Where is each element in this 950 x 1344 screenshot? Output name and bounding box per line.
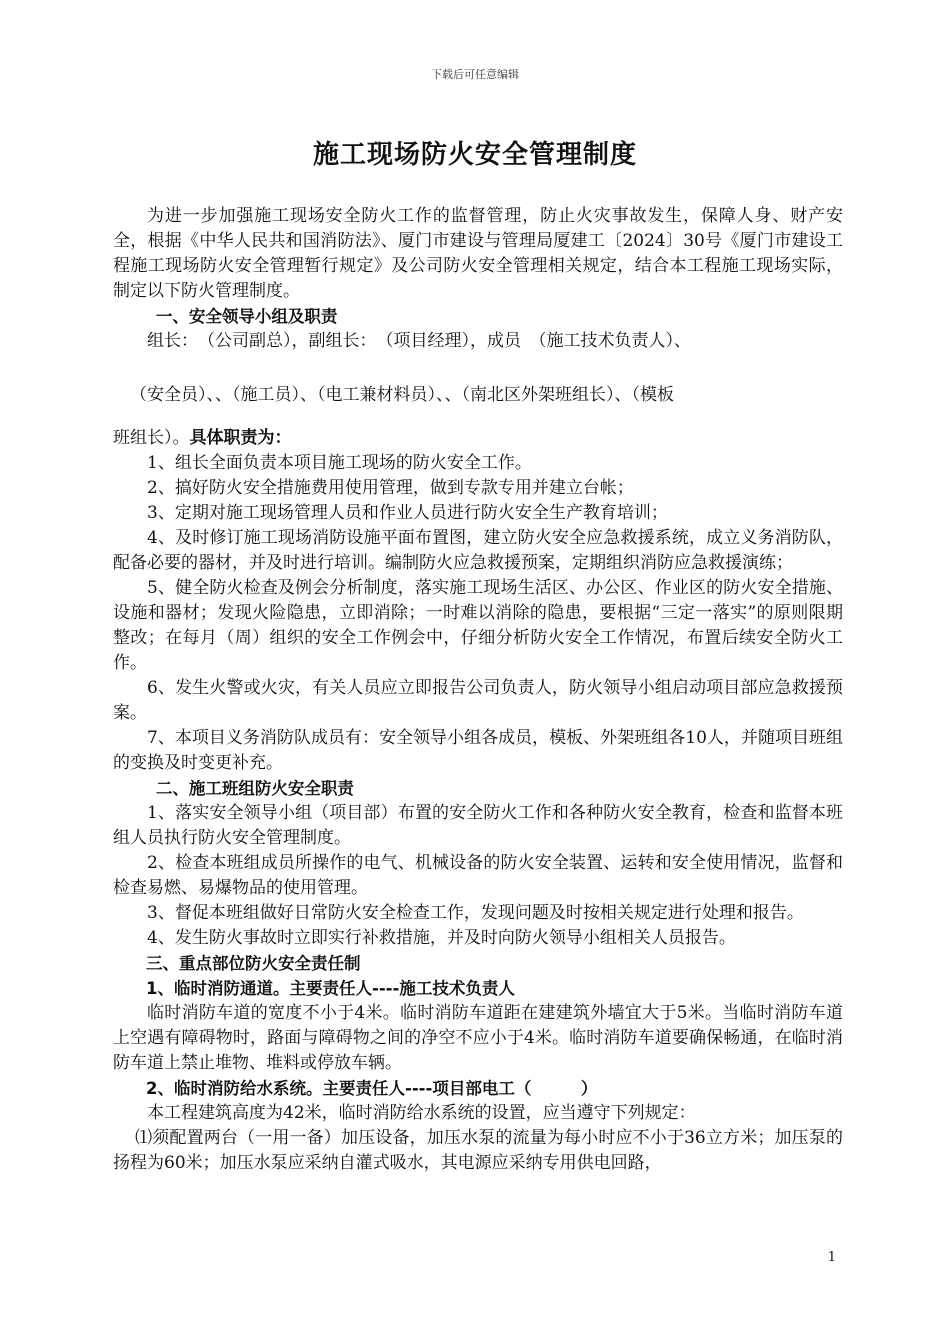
- header-note: 下载后可任意编辑: [431, 68, 519, 81]
- section1-members-line2: （安全员）、、（施工员）、（电工兼材料员）、、（南北区外架班组长）、（模板: [130, 385, 674, 405]
- section3-heading: 三、重点部位防火安全责任制: [146, 954, 361, 973]
- section1-members-line3-text: 班组长）。: [113, 428, 190, 448]
- section1-item-2: 2、搞好防火安全措施费用使用管理，做到专款专用并建立台帐；: [147, 478, 634, 498]
- section2-item-3: 3、督促本班组做好日常防火安全检查工作，发现问题及时按相关规定进行处理和报告。: [147, 903, 804, 923]
- section3-sub2-text2: ⑴须配置两台（一用一备）加压设备，加压水泵的流量为每小时应不小于36立方米；加压泵的扬程为60米；加压水泵应采纳自灌式吸水，其电源应采纳专用供电回路，: [113, 1128, 843, 1173]
- section2-item-2: 2、检查本班组成员所操作的电气、机械设备的防火安全装置、运转和安全使用情况，监督和检查易燃、易爆物品的使用管理。: [113, 853, 843, 898]
- section1-item-1: 1、组长全面负责本项目施工现场的防火安全工作。: [147, 453, 532, 473]
- section1-item-4: 4、及时修订施工现场消防设施平面布置图，建立防火安全应急救援系统，成立义务消防队，配备必要的器材，并及时进行培训。编制防火应急救援预案，定期组织消防应急救援演练；: [113, 528, 843, 573]
- section1-item-7: 7、本项目义务消防队成员有：安全领导小组各成员，模板、外架班组各10人，并随项目班组的变换及时变更补充。: [113, 728, 843, 773]
- section1-item-6: 6、发生火警或火灾，有关人员应立即报告公司负责人，防火领导小组启动项目部应急救援预案。: [113, 678, 843, 723]
- section3-sub2-text1: 本工程建筑高度为42米，临时消防给水系统的设置，应当遵守下列规定：: [147, 1103, 696, 1123]
- section3-sub2-heading: 2、临时消防给水系统。主要责任人----项目部电工（ ）: [146, 1079, 598, 1098]
- document-title: 施工现场防火安全管理制度: [312, 140, 637, 170]
- section1-members-line3: [113, 418, 843, 451]
- section3-sub1-text: 临时消防车道的宽度不小于4米。临时消防车道距在建建筑外墙宜大于5米。当临时消防车道上空遇有障碍物时，路面与障碍物之间的净空不应小于4米。临时消防车道要确保畅通，在临时消防车道上禁止堆物、堆料或停放车辆。: [113, 1003, 843, 1073]
- section1-members-line1: 组长： （公司副总），副组长： （项目经理），成员 （施工技术负责人）、: [147, 331, 691, 351]
- section2-item-4: 4、发生防火事故时立即实行补救措施，并及时向防火领导小组相关人员报告。: [147, 928, 736, 948]
- section1-duties-label: 具体职责为：: [189, 428, 292, 448]
- section1-item-5: 5、健全防火检查及例会分析制度，落实施工现场生活区、办公区、作业区的防火安全措施、设施和器材；发现火险隐患，立即消除；一时难以消除的隐患，要根据“三定一落实”的原则限期整改；在每月（周）组织的安全工作例会中，仔细分析防火安全工作情况，布置后续安全防火工作。: [113, 578, 843, 673]
- page-number: 1: [827, 1250, 836, 1265]
- section2-heading: 二、施工班组防火安全职责: [155, 779, 354, 798]
- section2-item-1: 1、落实安全领导小组（项目部）布置的安全防火工作和各种防火安全教育，检查和监督本班组人员执行防火安全管理制度。: [113, 803, 843, 848]
- section1-heading: 一、安全领导小组及职责: [155, 307, 338, 326]
- intro-paragraph: 为进一步加强施工现场安全防火工作的监督管理，防止火灾事故发生，保障人身、财产安全，根据《中华人民共和国消防法》、厦门市建设与管理局厦建工〔2024〕30号《厦门市建设工程施工现场防火安全管理暂行规定》及公司防火安全管理相关规定，结合本工程施工现场实际，制定以下防火管理制度。: [113, 206, 843, 301]
- document-body: [113, 204, 843, 1176]
- section3-sub1-heading: 1、临时消防通道。主要责任人----施工技术负责人: [146, 979, 515, 998]
- section1-item-3: 3、定期对施工现场管理人员和作业人员进行防火安全生产教育培训；: [147, 503, 668, 523]
